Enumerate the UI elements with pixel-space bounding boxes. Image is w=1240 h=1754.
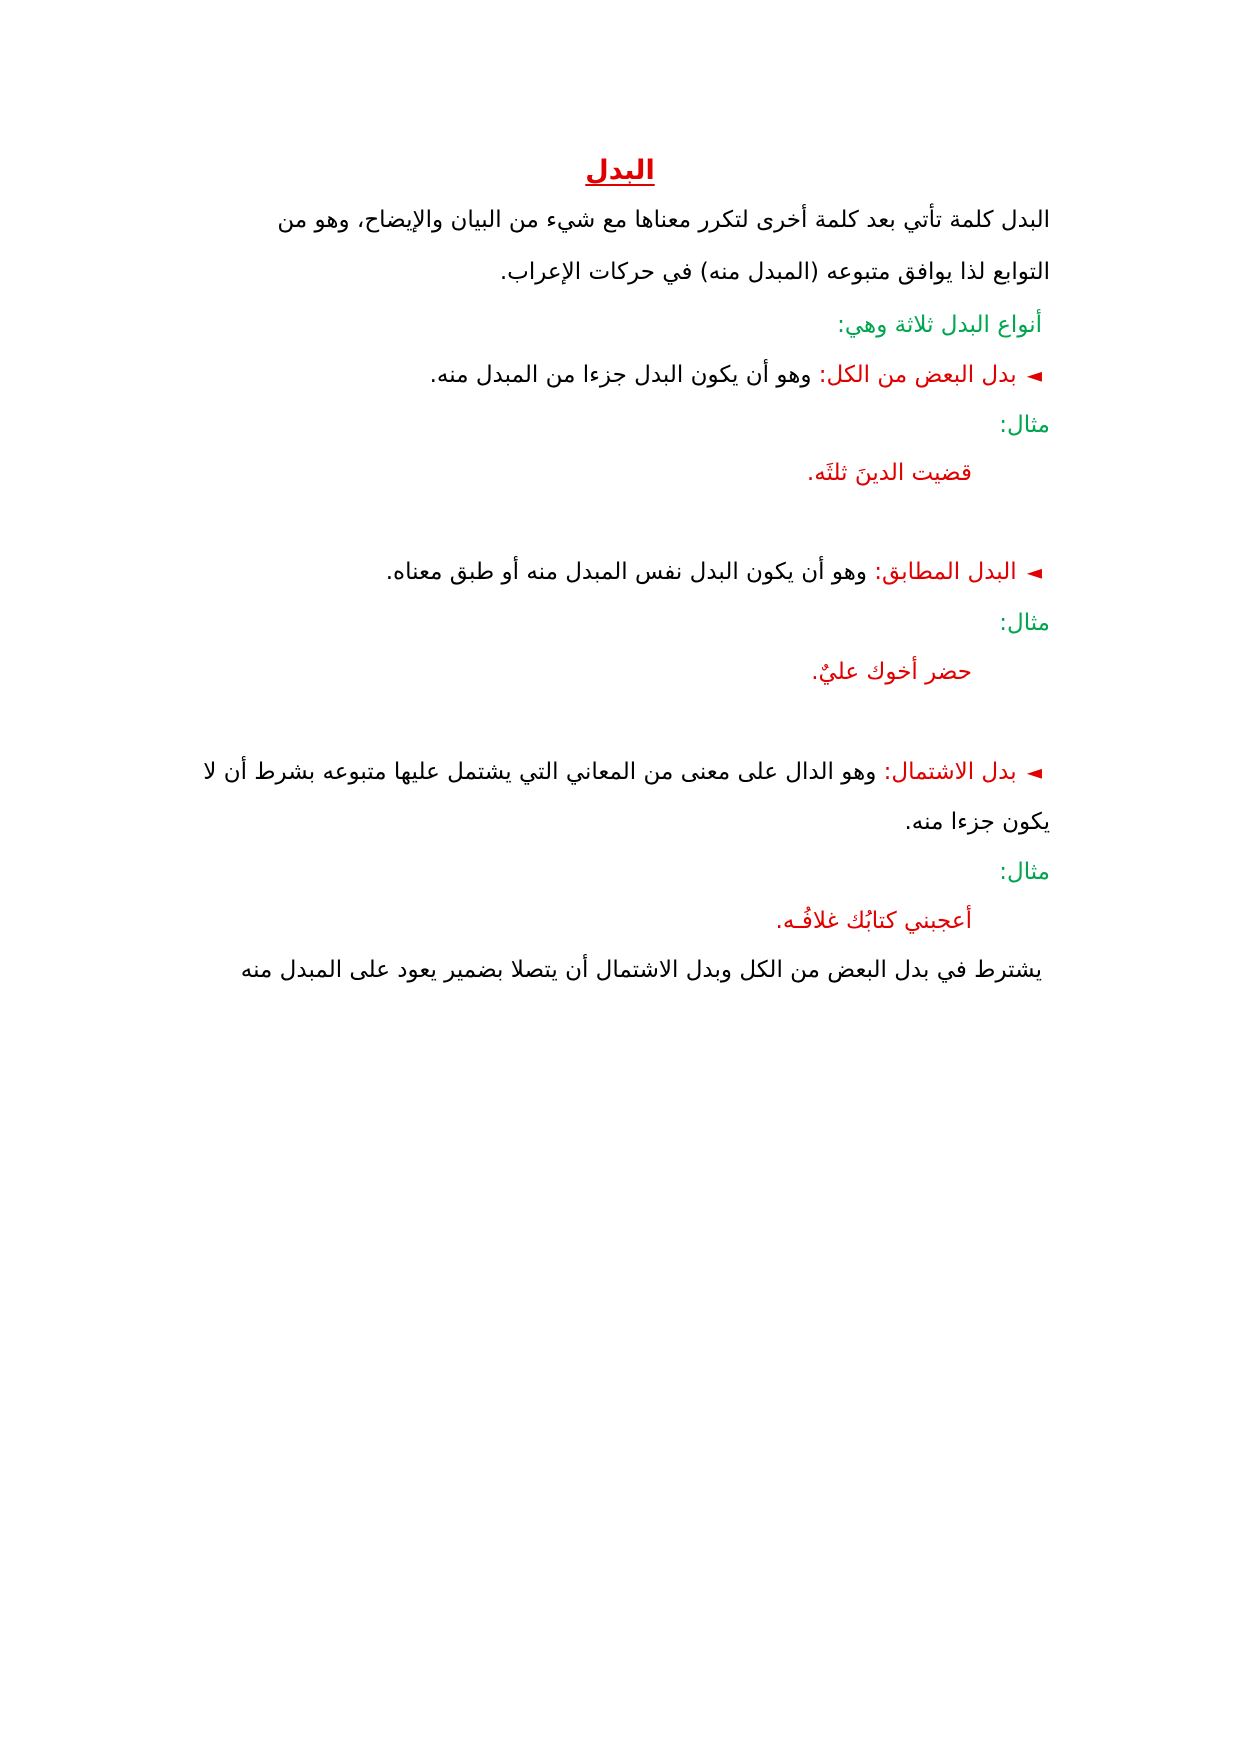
- intro-line-2: التوابع لذا يوافق متبوعه (المبدل منه) في حركات الإعراب.: [499, 259, 1050, 285]
- type-1-text: وهو أن يكون البدل جزءا من المبدل منه.: [429, 362, 819, 388]
- triangle-left-icon: ◄: [1026, 560, 1042, 584]
- type-2-example: حضر أخوك عليٌ.: [811, 659, 972, 685]
- type-1-name: بدل البعض من الكل:: [818, 362, 1017, 388]
- type-2-name: البدل المطابق:: [874, 559, 1017, 585]
- condition-note: يشترط في بدل البعض من الكل وبدل الاشتمال أن يتصلا بضمير يعود على المبدل منه: [240, 957, 1042, 983]
- type-2-example-label: مثال:: [999, 610, 1050, 636]
- type-2-definition: [386, 557, 1042, 587]
- types-heading: أنواع البدل ثلاثة وهي:: [837, 312, 1042, 338]
- type-3-definition-line-2: يكون جزءا منه.: [904, 809, 1050, 835]
- type-1-example: قضيت الدينَ ثلثَه.: [806, 460, 972, 486]
- page-title: البدل: [585, 155, 655, 186]
- type-3-example-label: مثال:: [999, 859, 1050, 885]
- type-3-text: وهو الدال على معنى من المعاني التي يشتمل عليها متبوعه بشرط أن لا: [203, 759, 884, 785]
- type-1-definition: [430, 360, 1042, 390]
- triangle-left-icon: ◄: [1026, 363, 1042, 387]
- type-3-definition: [203, 757, 1042, 787]
- type-3-example: أعجبني كتابُك غلافُـه.: [775, 908, 972, 934]
- triangle-left-icon: ◄: [1026, 760, 1042, 784]
- intro-line-1: البدل كلمة تأتي بعد كلمة أخرى لتكرر معناها مع شيء من البيان والإيضاح، وهو من: [277, 207, 1050, 233]
- type-3-name: بدل الاشتمال:: [883, 759, 1017, 785]
- type-2-text: وهو أن يكون البدل نفس المبدل منه أو طبق معناه.: [385, 559, 875, 585]
- type-1-example-label: مثال:: [999, 412, 1050, 438]
